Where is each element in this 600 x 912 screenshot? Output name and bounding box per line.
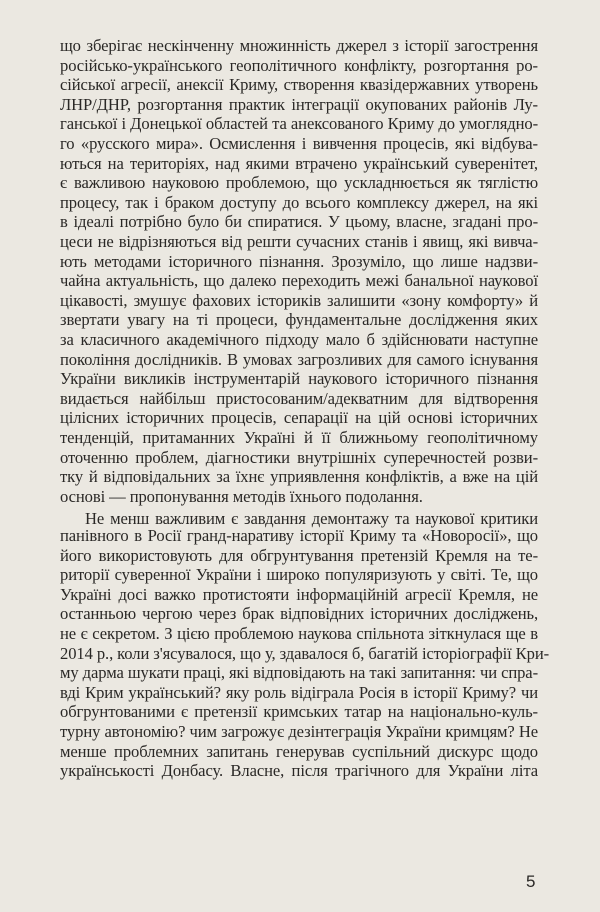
text-line: тенденцій, притаманних Україні й її ближньому геополітичному: [60, 428, 538, 447]
text-line: за класичного академічного підходу мало б здійснювати наступне: [60, 330, 538, 349]
text-line: сійської агресії, анексії Криму, створення квазідержавних утворень: [60, 75, 538, 95]
text-line: ЛНР/ДНР, розгортання практик інтеграції окупованих районів Лу-: [60, 94, 538, 114]
text-line: цікавості, змушує фахових істориків залишити «зону комфорту» й: [60, 290, 538, 310]
text-line: Україні досі важко протистояти інформаційній агресії Кремля, не: [60, 584, 538, 604]
text-line: тку й відповідальних за їхнє уприявлення конфліктів, а вже на цій: [60, 467, 538, 487]
text-line: 2014 р., коли з'ясувалося, що у, здавалося б, багатій історіографії Кри-: [60, 643, 550, 663]
text-line: риторії суверенної України і широко популяризують у світі. Те, що: [60, 565, 538, 585]
text-line: покоління дослідників. В умовах загрозливих для самого існування: [60, 349, 538, 369]
text-line: ють методами історичного пізнання. Зрозуміло, що лише надзви-: [60, 251, 538, 271]
text-line: України викликів інструментарій наукового історичного пізнання: [60, 369, 538, 389]
text-line: оточенню проблем, діагностики внутрішніх суперечностей розви-: [60, 447, 538, 467]
text-line: ються на територіях, над якими втрачено український суверенітет,: [60, 153, 538, 173]
text-line: основі — пропонування методів їхнього подолання.: [60, 486, 423, 506]
text-line: чайна актуальність, що далеко переходить межі банальної наукової: [60, 271, 538, 291]
text-line: цілісних історичних процесів, сепарації на цій основі історичних: [60, 408, 538, 428]
text-line: видається найбільш пристосованим/адекватним для відтворення: [60, 388, 538, 408]
text-line: менше проблемних запитань генерував суспільний дискурс щодо: [60, 741, 538, 761]
text-line: ганської і Донецької областей та анексованого Криму до умоглядно-: [60, 114, 538, 134]
text-line: турну автономію? чим загрожує дезінтеграція України кримцям? Не: [60, 722, 538, 741]
text-line: звертати увагу на ті процеси, фундаментальне дослідження яких: [60, 310, 538, 330]
text-line: що зберігає нескінченну множинність джерел з історії загострення: [60, 36, 538, 55]
text-line: є важливою науковою проблемою, що ускладнюється як тяглістю: [60, 173, 538, 193]
text-line: його використовують для обгрунтування претензій Кремля на те-: [60, 545, 538, 565]
text-line: панівного в Росії гранд-наративу історії Криму та «Новоросії», що: [60, 526, 538, 545]
text-line: в ідеалі потрібно було би спиратися. У цьому, власне, згадані про-: [60, 212, 538, 232]
text-line: не є секретом. З цією проблемою наукова спільнота зіткнулася ще в: [60, 624, 538, 643]
text-line: вді Крим український? яку роль відіграла Росія в історії Криму? чи: [60, 682, 538, 702]
text-line: Не менш важливим є завдання демонтажу та наукової критики: [85, 509, 538, 529]
text-line: процесу, так і браком доступу до всього комплексу джерел, на які: [60, 192, 538, 212]
text-line: го «русского мира». Осмислення і вивчення процесів, які відбува-: [60, 134, 538, 153]
text-line: цеси не відрізняються від решти сучасних станів і явищ, які вивча-: [60, 232, 538, 251]
text-line: обгрунтованими є претензії кримських татар на національно-куль-: [60, 702, 538, 722]
page-number: 5: [526, 872, 536, 891]
text-line: му дарма шукати праці, які відповідають на такі запитання: чи спра-: [60, 663, 538, 683]
text-line: російсько-українського геополітичного конфлікту, розгортання ро-: [60, 55, 538, 75]
text-line: останньою чергою через брак відповідних історичних досліджень,: [60, 604, 538, 624]
text-line: українськості Донбасу. Власне, після трагічного для України літа: [60, 761, 538, 781]
